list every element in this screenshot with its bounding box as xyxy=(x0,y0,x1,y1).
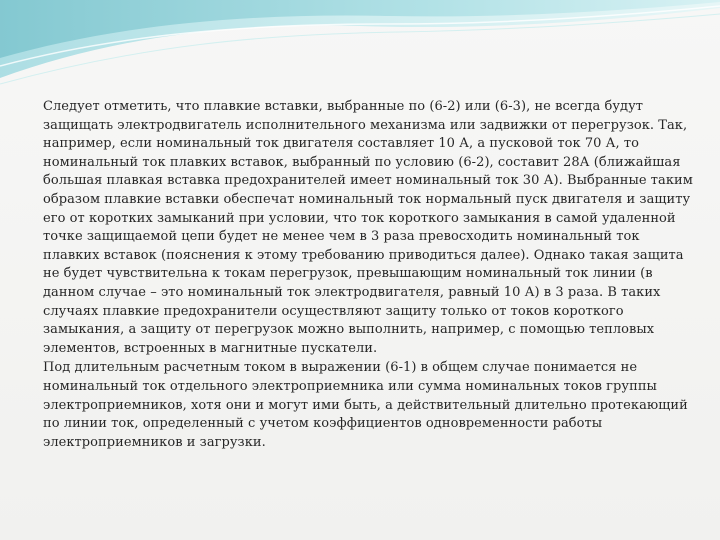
wave-front xyxy=(0,0,720,58)
paragraph-fuse-selection: Следует отметить, что плавкие вставки, выбранные по (6-2) или (6-3), не всегда будут защищать электродвигатель исполнительного механизма или задвижки от перегрузок. Так, например, если номинальный ток двигателя составляет 10 А, а пусковой ток 70 А, то номинальный ток плавких вставок, выбранный по условию (6-2), составит 28А (ближайшая большая плавкая вставка предохранителей имеет номинальный ток 30 А). Выбранные таким образом плавкие вставки обеспечат номинальный ток нормальный пуск двигателя и защиту его от коротких замыканий при условии, что ток короткого замыкания в самой удаленной точке защищаемой цепи будет не менее чем в 3 раза превосходить номинальный ток плавких вставок (пояснения к этому требованию приводиться далее). Однако такая защита не будет чувствительна к токам перегрузок, превышающим номинальный ток линии (в данном случае – это номинальный ток электродвигателя, равный 10 А) в 3 раза. В таких случаях плавкие предохранители осуществляют защиту только от токов короткого замыкания, а защиту от перегрузок можно выполнить, например, с помощью тепловых элементов, встроенных в магнитные пускатели. xyxy=(43,99,693,356)
paragraph-rated-current: Под длительным расчетным током в выражении (6-1) в общем случае понимается не номинальный ток отдельного электроприемника или сумма номинальных токов группы электроприемников, хотя они и могут ими быть, а действительный длительно протекающий по линии ток, определенный с учетом коэффициентов одновременности работы электроприемников и загрузки. xyxy=(43,360,688,450)
text-body xyxy=(43,98,693,452)
decorative-wave-header xyxy=(0,0,720,100)
